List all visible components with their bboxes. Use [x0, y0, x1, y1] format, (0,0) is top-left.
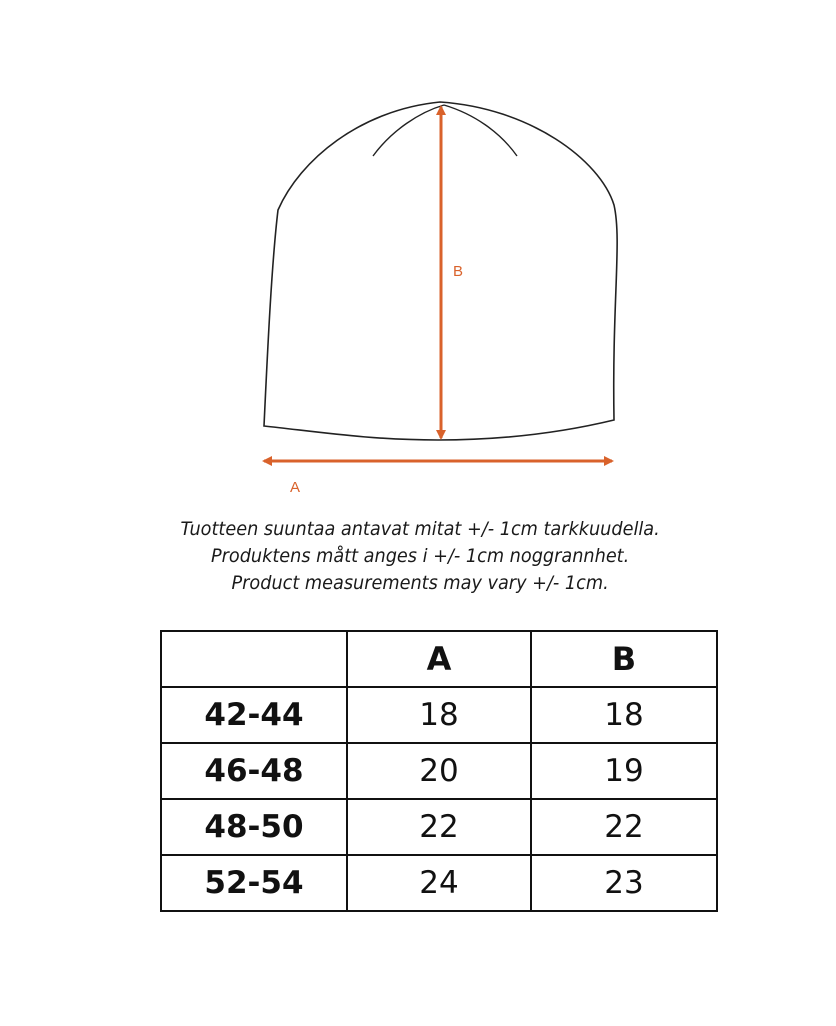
value-a-cell: 24 [347, 855, 531, 911]
hat-seam-left [373, 105, 444, 156]
note-swedish: Produktens mått anges i +/- 1cm noggrannhet. [210, 545, 630, 567]
size-cell: 52-54 [161, 855, 347, 911]
table-row [161, 687, 717, 743]
size-cell: 46-48 [161, 743, 347, 799]
note-english: Product measurements may vary +/- 1cm. [231, 572, 609, 594]
dimension-b-label: B [453, 263, 464, 280]
table-row [161, 743, 717, 799]
note-finnish: Tuotteen suuntaa antavat mitat +/- 1cm tarkkuudella. [180, 518, 660, 540]
value-a-cell: 20 [347, 743, 531, 799]
header-a: A [347, 631, 531, 687]
table-row [161, 855, 717, 911]
hat-measurement-diagram [0, 0, 836, 510]
header-size [161, 631, 347, 687]
size-cell: 48-50 [161, 799, 347, 855]
value-b-cell: 19 [531, 743, 717, 799]
value-b-cell: 22 [531, 799, 717, 855]
table-header-row [161, 631, 717, 687]
dimension-a-label: A [290, 479, 301, 496]
value-b-cell: 18 [531, 687, 717, 743]
value-b-cell: 23 [531, 855, 717, 911]
table-row [161, 799, 717, 855]
hat-seam-right [444, 105, 517, 156]
value-a-cell: 22 [347, 799, 531, 855]
header-b: B [531, 631, 717, 687]
value-a-cell: 18 [347, 687, 531, 743]
size-table [160, 630, 718, 912]
measurement-notes [31, 516, 808, 597]
size-cell: 42-44 [161, 687, 347, 743]
